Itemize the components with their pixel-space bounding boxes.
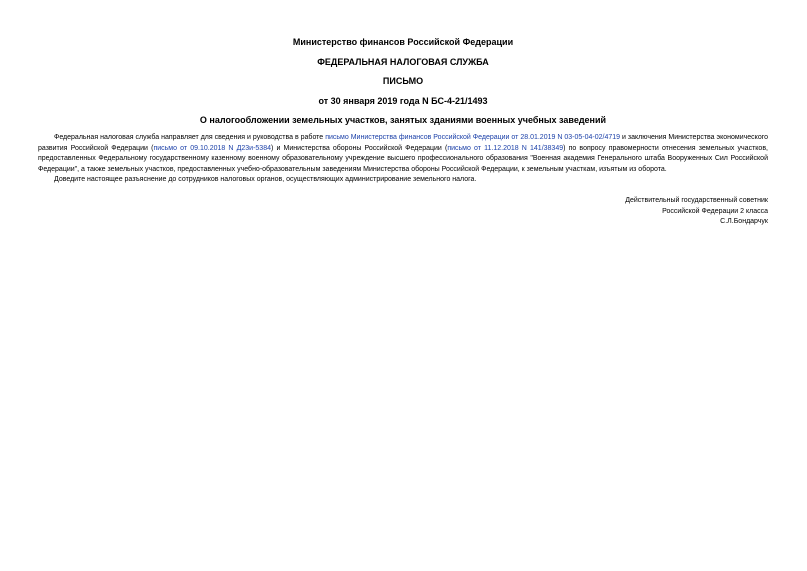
paragraph-1-text-b: и заключения Министерства экономического развития Российской Федерации ( bbox=[38, 134, 768, 152]
paragraph-1-text-a: Федеральная налоговая служба направляет для сведения и руководства в работе bbox=[54, 134, 326, 141]
signature-position: Действительный государственный советник bbox=[625, 197, 768, 204]
document-body bbox=[38, 133, 768, 186]
ministry-heading: Министерство финансов Российской Федерации bbox=[292, 37, 514, 47]
document-subject-title: О налогообложении земельных участков, занятых зданиями военных учебных заведений bbox=[199, 115, 607, 125]
signature-name: С.Л.Бондарчук bbox=[720, 218, 768, 226]
document-date-number: от 30 января 2019 года N БС-4-21/1493 bbox=[318, 96, 488, 106]
paragraph-1-text-c: ) и Министерства обороны Российской Федерации ( bbox=[271, 144, 448, 152]
mineconomy-letter-link[interactable]: письмо от 09.10.2018 N Д23и-5384 bbox=[153, 144, 271, 152]
document-type-heading: ПИСЬМО bbox=[382, 76, 424, 86]
paragraph-1 bbox=[38, 133, 768, 175]
minfin-letter-link[interactable]: письмо Министерства финансов Российской Федерации от 28.01.2019 N 03-05-04-02/4719 bbox=[325, 134, 621, 141]
service-heading: ФЕДЕРАЛЬНАЯ НАЛОГОВАЯ СЛУЖБА bbox=[317, 57, 489, 67]
paragraph-2: Доведите настоящее разъяснение до сотрудников налоговых органов, осуществляющих администрирование земельного налога. bbox=[54, 176, 477, 184]
paragraph-1-text-d: ) по вопросу правомерности отнесения земельных участков, предоставленных Федеральному государственному казенному военному образовательному учреждение высшего профессионального образования "Военная академия Генерального штаба Вооруженных Сил Российской Федерации", а также земельных участков, предоставленных учебно-образовательным заведениям Министерства обороны Российской Федерации, к земельным участкам, изъятым из оборота. bbox=[38, 144, 768, 173]
signature-block bbox=[625, 196, 768, 228]
signature-rank: Российской Федерации 2 класса bbox=[662, 207, 768, 215]
mindefense-letter-link[interactable]: письмо от 11.12.2018 N 141/38349 bbox=[447, 144, 564, 152]
